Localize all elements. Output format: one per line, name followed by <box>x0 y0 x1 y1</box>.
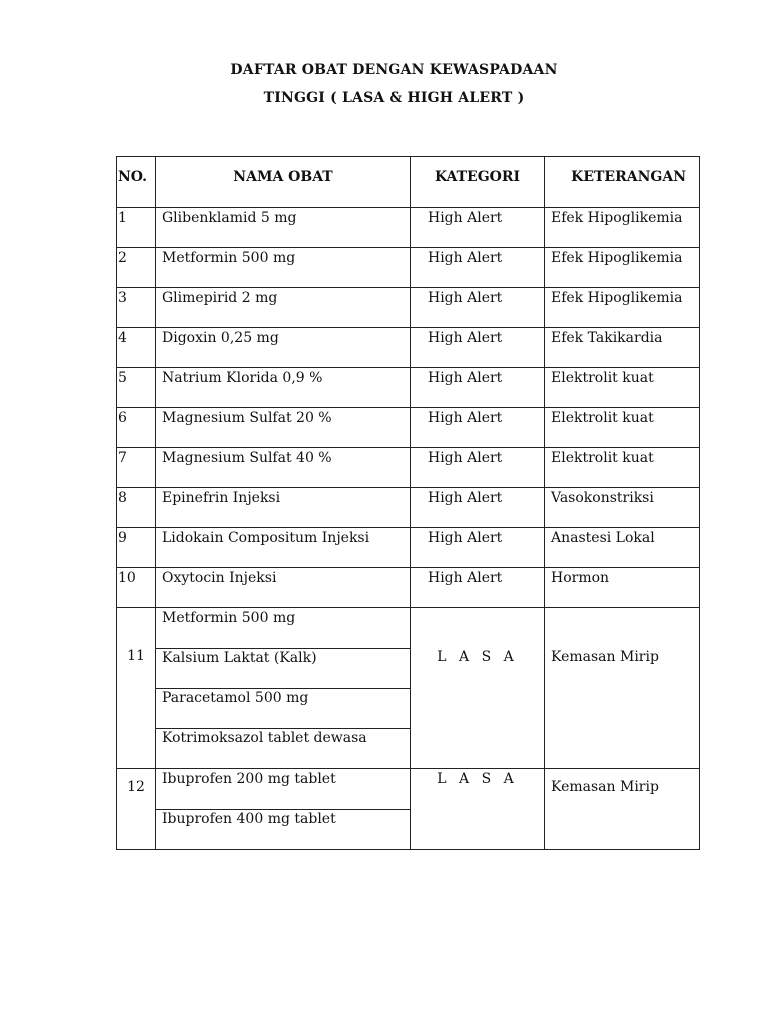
table-row <box>117 328 700 368</box>
cell-keterangan: Elektrolit kuat <box>545 368 700 408</box>
cell-no: 12 <box>117 769 156 850</box>
table-row-group <box>117 769 700 850</box>
cell-nama-obat-group <box>156 769 411 850</box>
cell-no: 11 <box>117 608 156 769</box>
header-keterangan: KETERANGAN <box>545 157 700 208</box>
cell-keterangan: Vasokonstriksi <box>545 488 700 528</box>
document-title-line2: TINGGI ( LASA & HIGH ALERT ) <box>263 90 525 106</box>
cell-keterangan: Efek Hipoglikemia <box>545 248 700 288</box>
cell-nama-obat: Magnesium Sulfat 20 % <box>156 408 411 448</box>
cell-keterangan: Efek Takikardia <box>545 328 700 368</box>
cell-kategori: High Alert <box>411 248 545 288</box>
cell-keterangan: Kemasan Mirip <box>545 608 700 769</box>
header-kategori: KATEGORI <box>411 157 545 208</box>
sub-item-nama-obat: Ibuprofen 400 mg tablet <box>162 811 336 827</box>
table-header-row <box>117 157 700 208</box>
cell-no: 10 <box>117 568 156 608</box>
cell-kategori: High Alert <box>411 568 545 608</box>
table-row <box>117 368 700 408</box>
table-row <box>117 528 700 568</box>
table-row-group <box>117 608 700 769</box>
cell-kategori: High Alert <box>411 528 545 568</box>
cell-kategori: High Alert <box>411 328 545 368</box>
cell-no: 5 <box>117 368 156 408</box>
cell-kategori: High Alert <box>411 288 545 328</box>
cell-keterangan: Elektrolit kuat <box>545 448 700 488</box>
sub-item-nama-obat: Kotrimoksazol tablet dewasa <box>162 730 367 746</box>
table-row <box>117 568 700 608</box>
table-row <box>117 248 700 288</box>
cell-nama-obat: Epinefrin Injeksi <box>156 488 411 528</box>
cell-nama-obat: Digoxin 0,25 mg <box>156 328 411 368</box>
cell-no: 6 <box>117 408 156 448</box>
cell-no: 9 <box>117 528 156 568</box>
cell-keterangan: Anastesi Lokal <box>545 528 700 568</box>
cell-no: 2 <box>117 248 156 288</box>
cell-nama-obat: Glibenklamid 5 mg <box>156 208 411 248</box>
cell-kategori: High Alert <box>411 408 545 448</box>
sub-item-nama-obat: Kalsium Laktat (Kalk) <box>156 649 410 689</box>
cell-no: 4 <box>117 328 156 368</box>
cell-kategori: High Alert <box>411 448 545 488</box>
header-nama-obat: NAMA OBAT <box>156 157 411 208</box>
cell-kategori: L A S A <box>411 608 545 769</box>
cell-nama-obat: Natrium Klorida 0,9 % <box>156 368 411 408</box>
table-row <box>117 288 700 328</box>
table-row <box>117 208 700 248</box>
cell-kategori: High Alert <box>411 208 545 248</box>
header-no: NO. <box>117 157 156 208</box>
cell-keterangan: Elektrolit kuat <box>545 408 700 448</box>
document-title-line1: DAFTAR OBAT DENGAN KEWASPADAAN <box>230 62 558 78</box>
cell-no: 1 <box>117 208 156 248</box>
drug-table <box>116 156 700 850</box>
table-row <box>117 408 700 448</box>
cell-no: 8 <box>117 488 156 528</box>
cell-no: 3 <box>117 288 156 328</box>
cell-no: 7 <box>117 448 156 488</box>
cell-nama-obat: Magnesium Sulfat 40 % <box>156 448 411 488</box>
sub-item-nama-obat: Paracetamol 500 mg <box>156 689 410 729</box>
cell-kategori: High Alert <box>411 368 545 408</box>
cell-nama-obat-group <box>156 608 411 769</box>
cell-kategori: High Alert <box>411 488 545 528</box>
cell-nama-obat: Lidokain Compositum Injeksi <box>156 528 411 568</box>
table-row <box>117 488 700 528</box>
sub-item-nama-obat: Ibuprofen 200 mg tablet <box>156 769 410 810</box>
cell-nama-obat: Oxytocin Injeksi <box>156 568 411 608</box>
cell-nama-obat: Glimepirid 2 mg <box>156 288 411 328</box>
sub-item-nama-obat: Metformin 500 mg <box>156 608 410 649</box>
table-row <box>117 448 700 488</box>
cell-keterangan: Efek Hipoglikemia <box>545 288 700 328</box>
cell-kategori: L A S A <box>411 769 545 850</box>
cell-keterangan: Kemasan Mirip <box>545 769 700 850</box>
cell-keterangan: Efek Hipoglikemia <box>545 208 700 248</box>
table-body <box>117 208 700 850</box>
cell-keterangan: Hormon <box>545 568 700 608</box>
cell-nama-obat: Metformin 500 mg <box>156 248 411 288</box>
